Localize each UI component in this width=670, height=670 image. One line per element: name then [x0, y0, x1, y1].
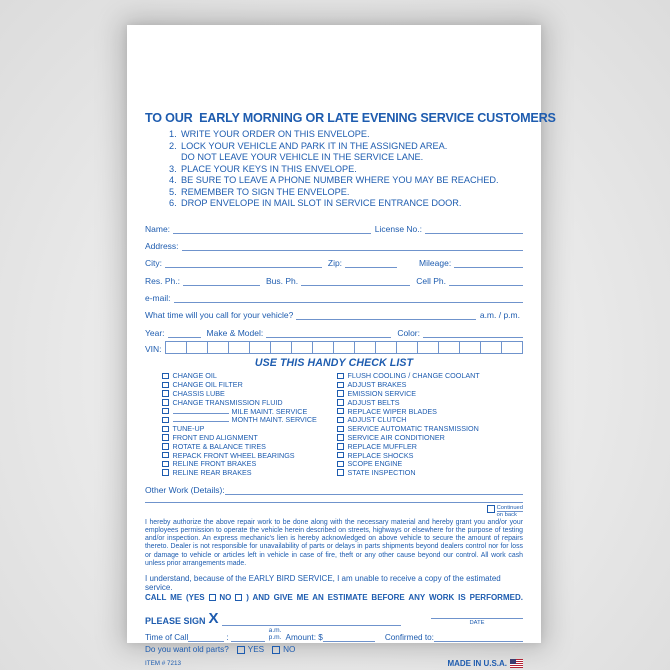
instruction-item	[169, 164, 523, 176]
continued-label-line2: on back	[496, 512, 517, 519]
checklist-checkbox[interactable]	[162, 399, 169, 406]
confirmed-input-line[interactable]	[434, 632, 523, 642]
checklist-item	[337, 389, 523, 398]
vin-cell[interactable]	[439, 342, 460, 353]
vin-cell[interactable]	[418, 342, 439, 353]
service-checklist	[145, 372, 523, 478]
checklist-item	[337, 468, 523, 477]
continued-on-back	[145, 505, 523, 519]
checklist-item	[337, 433, 523, 442]
call-time-label: What time will you call for your vehicle?	[145, 310, 294, 321]
call-me-line	[145, 593, 523, 603]
instruction-number: 2.	[169, 140, 177, 151]
vin-cell[interactable]	[481, 342, 502, 353]
checklist-item	[337, 424, 523, 433]
name-label: Name:	[145, 223, 171, 234]
call-me-yes-checkbox[interactable]	[209, 594, 216, 601]
checklist-item	[337, 442, 523, 451]
old-parts-question: Do you want old parts?	[145, 645, 229, 655]
other-work-label: Other Work (Details):	[145, 485, 225, 496]
old-parts-yes-label: YES	[247, 645, 265, 655]
form-footer	[145, 659, 523, 668]
make-model-label: Make & Model:	[206, 327, 264, 338]
vin-cell[interactable]	[334, 342, 355, 353]
checklist-checkbox[interactable]	[162, 452, 169, 459]
time-of-call-row	[145, 627, 523, 642]
checklist-checkbox[interactable]	[162, 408, 169, 415]
address-row	[145, 234, 523, 251]
checklist-label: RELINE REAR BRAKES	[172, 468, 252, 478]
checklist-checkbox[interactable]	[337, 443, 344, 450]
instruction-number: 5.	[169, 186, 177, 197]
checklist-label: TUNE-UP	[172, 424, 205, 434]
signature-x-mark: X	[208, 609, 219, 627]
other-work-row	[145, 480, 523, 495]
old-parts-yes-checkbox[interactable]	[237, 646, 245, 654]
city-input-line[interactable]	[165, 258, 322, 268]
other-work-input-line[interactable]	[225, 485, 523, 495]
signature-input-line[interactable]	[222, 614, 401, 626]
checklist-checkbox[interactable]	[337, 452, 344, 459]
vin-cell[interactable]	[292, 342, 313, 353]
time-of-call-label: Time of Call	[145, 632, 189, 642]
checklist-item	[162, 468, 334, 477]
checklist-label: CHASSIS LUBE	[172, 389, 225, 399]
checklist-blank-line[interactable]	[173, 417, 229, 422]
checklist-checkbox[interactable]	[162, 373, 169, 380]
instruction-number: 6.	[169, 198, 177, 208]
call-me-no-checkbox[interactable]	[235, 594, 242, 601]
checklist-label: MILE MAINT. SERVICE	[231, 406, 308, 416]
instruction-number	[169, 152, 181, 164]
old-parts-row	[145, 644, 523, 656]
call-time-input-line[interactable]	[296, 310, 476, 320]
zip-label: Zip:	[327, 258, 343, 269]
authorization-text: I hereby authorize the above repair work to be done along with the necessary material and hereby grant you and/or your employees permission to operate the vehicle herein described on streets, highways or elsewhere for the purpose of testing and/or inspection. An express mechanic's lien is hereby acknowledged on above vehicle to secure the amount of repairs thereto. Dealer is not responsible for unavailability of parts or delays in parts shipments beyond dealers control nor for loss or damage to vehicle or articles left in vehicle in case of fire, theft or any other cause beyond our control. All work cash unless prior arrangements made.	[145, 519, 523, 567]
amount-label: Amount: $	[285, 632, 323, 642]
checklist-label: STATE INSPECTION	[347, 468, 416, 478]
checklist-item	[162, 451, 334, 460]
date-label: DATE	[469, 619, 485, 626]
old-parts-no-label: NO	[283, 645, 296, 655]
instruction-item	[169, 175, 523, 187]
name-input-line[interactable]	[173, 224, 371, 234]
checklist-checkbox[interactable]	[337, 461, 344, 468]
checklist-checkbox[interactable]	[162, 390, 169, 397]
checklist-checkbox[interactable]	[162, 382, 169, 389]
checklist-right-column	[334, 372, 523, 478]
checklist-checkbox[interactable]	[337, 417, 344, 424]
us-flag-icon	[510, 659, 523, 668]
made-in-usa-label: MADE IN U.S.A.	[447, 658, 507, 668]
checklist-checkbox[interactable]	[337, 434, 344, 441]
checklist-checkbox[interactable]	[337, 469, 344, 476]
checklist-label: EMISSION SERVICE	[347, 389, 417, 399]
vin-cell[interactable]	[376, 342, 397, 353]
checklist-item	[162, 389, 334, 398]
checklist-blank-line[interactable]	[173, 409, 229, 414]
cell-ph-input-line[interactable]	[449, 276, 523, 286]
checklist-item	[162, 372, 334, 381]
checklist-label: REPLACE MUFFLER	[347, 441, 417, 451]
checklist-left-column	[145, 372, 334, 478]
checklist-label: REPLACE SHOCKS	[347, 450, 414, 460]
address-input-line[interactable]	[182, 241, 523, 251]
checklist-checkbox[interactable]	[337, 390, 344, 397]
ampm-label: a.m. / p.m.	[479, 310, 520, 321]
vehicle-row	[145, 320, 523, 337]
vin-cell[interactable]	[502, 342, 522, 353]
vin-label: VIN:	[145, 343, 162, 354]
vin-cell[interactable]	[187, 342, 208, 353]
city-label: City:	[145, 258, 162, 269]
checklist-item	[337, 416, 523, 425]
instruction-number: 1.	[169, 129, 177, 139]
checklist-label: REPLACE WIPER BLADES	[347, 406, 437, 416]
checklist-label: FLUSH COOLING / CHANGE COOLANT	[347, 371, 480, 381]
mileage-label: Mileage:	[419, 258, 452, 269]
bus-ph-input-line[interactable]	[301, 276, 410, 286]
instruction-item	[169, 198, 523, 210]
checklist-item	[162, 380, 334, 389]
checklist-label: CHANGE OIL FILTER	[172, 380, 243, 390]
checklist-item	[162, 424, 334, 433]
call-me-post: ) AND GIVE ME AN ESTIMATE BEFORE ANY WORK IS PERFORMED.	[246, 592, 523, 602]
color-input-line[interactable]	[423, 328, 523, 338]
checklist-item	[337, 380, 523, 389]
vin-input-boxes[interactable]	[165, 341, 523, 354]
email-row	[145, 286, 523, 303]
checklist-item	[337, 398, 523, 407]
form-title: TO OUR EARLY MORNING OR LATE EVENING SERVICE CUSTOMERS	[145, 111, 556, 125]
license-label: License No.:	[374, 223, 422, 234]
time-minute-input-line[interactable]	[231, 632, 265, 642]
call-me-pre: CALL ME (YES	[145, 592, 205, 602]
email-input-line[interactable]	[174, 293, 523, 303]
name-row	[145, 217, 523, 234]
checklist-item	[162, 407, 334, 416]
instruction-text: LOCK YOUR VEHICLE AND PARK IT IN THE ASSIGNED AREA.	[181, 140, 448, 151]
checklist-label: REPACK FRONT WHEEL BEARINGS	[172, 450, 295, 460]
cell-ph-label: Cell Ph.	[416, 275, 446, 286]
vin-cell[interactable]	[208, 342, 229, 353]
mileage-input-line[interactable]	[454, 258, 523, 268]
checklist-label: ADJUST BELTS	[347, 397, 400, 407]
instruction-text: PLACE YOUR KEYS IN THIS ENVELOPE.	[181, 163, 357, 174]
service-envelope-form	[127, 25, 556, 668]
zip-input-line[interactable]	[345, 258, 397, 268]
instruction-number: 3.	[169, 163, 177, 174]
instruction-item	[169, 187, 523, 199]
checklist-label: MONTH MAINT. SERVICE	[231, 415, 317, 425]
am-label: a.m.	[268, 627, 282, 635]
checklist-checkbox[interactable]	[337, 373, 344, 380]
bus-ph-label: Bus. Ph.	[265, 275, 299, 286]
checklist-label: SERVICE AIR CONDITIONER	[347, 433, 445, 443]
checklist-checkbox[interactable]	[162, 461, 169, 468]
vin-cell[interactable]	[271, 342, 292, 353]
time-hour-input-line[interactable]	[188, 632, 224, 642]
checklist-label: RELINE FRONT BRAKES	[172, 459, 257, 469]
res-ph-label: Res. Ph.:	[145, 275, 180, 286]
confirmed-label: Confirmed to:	[384, 632, 434, 642]
item-number: ITEM # 7213	[145, 659, 182, 667]
city-row	[145, 251, 523, 268]
instruction-list	[169, 129, 523, 210]
address-label: Address:	[145, 241, 179, 252]
continued-label-line1: Continued	[496, 505, 523, 512]
checklist-checkbox[interactable]	[162, 417, 169, 424]
please-sign-label: PLEASE SIGN	[145, 615, 206, 626]
estimate-notice: I understand, because of the EARLY BIRD SERVICE, I am unable to receive a copy of the estimated service.	[145, 573, 501, 593]
continued-checkbox[interactable]	[487, 505, 495, 513]
phones-row	[145, 268, 523, 285]
checklist-item	[162, 442, 334, 451]
vin-cell[interactable]	[166, 342, 187, 353]
checklist-item	[337, 372, 523, 381]
year-input-line[interactable]	[168, 328, 201, 338]
res-ph-input-line[interactable]	[183, 276, 260, 286]
checklist-checkbox[interactable]	[162, 426, 169, 433]
checklist-label: ADJUST BRAKES	[347, 380, 407, 390]
customer-fields	[145, 217, 523, 354]
vin-cell[interactable]	[460, 342, 481, 353]
checklist-item	[337, 407, 523, 416]
instruction-text: BE SURE TO LEAVE A PHONE NUMBER WHERE YOU MAY BE REACHED.	[181, 175, 499, 185]
instruction-text: REMEMBER TO SIGN THE ENVELOPE.	[181, 186, 350, 197]
vin-cell[interactable]	[397, 342, 418, 353]
checklist-checkbox[interactable]	[337, 399, 344, 406]
checklist-label: SCOPE ENGINE	[347, 459, 403, 469]
instruction-text: DO NOT LEAVE YOUR VEHICLE IN THE SERVICE LANE.	[181, 152, 424, 162]
old-parts-no-checkbox[interactable]	[272, 646, 280, 654]
amount-input-line[interactable]	[323, 632, 375, 642]
checklist-item	[337, 451, 523, 460]
instruction-item	[169, 129, 523, 141]
other-work-input-line-2[interactable]	[145, 495, 523, 503]
call-me-no-label: NO	[219, 592, 232, 602]
date-input-line[interactable]	[431, 607, 523, 619]
vin-row	[145, 338, 523, 354]
checklist-heading: USE THIS HANDY CHECK LIST	[254, 356, 414, 369]
instruction-text: WRITE YOUR ORDER ON THIS ENVELOPE.	[181, 129, 370, 139]
license-input-line[interactable]	[425, 224, 523, 234]
vin-cell[interactable]	[355, 342, 376, 353]
pm-label: p.m.	[268, 633, 282, 641]
checklist-item	[162, 416, 334, 425]
signature-row	[145, 607, 523, 626]
checklist-item	[162, 433, 334, 442]
checklist-checkbox[interactable]	[162, 443, 169, 450]
instruction-text: DROP ENVELOPE IN MAIL SLOT IN SERVICE ENTRANCE DOOR.	[181, 198, 462, 208]
instruction-number: 4.	[169, 175, 177, 185]
instruction-item	[169, 141, 523, 153]
checklist-item	[162, 398, 334, 407]
checklist-label: SERVICE AUTOMATIC TRANSMISSION	[347, 424, 479, 434]
checklist-checkbox[interactable]	[162, 434, 169, 441]
checklist-label: ROTATE & BALANCE TIRES	[172, 441, 266, 451]
vin-cell[interactable]	[313, 342, 334, 353]
year-label: Year:	[145, 327, 165, 338]
checklist-checkbox[interactable]	[337, 408, 344, 415]
email-label: e-mail:	[145, 292, 171, 303]
checklist-checkbox[interactable]	[337, 382, 344, 389]
time-colon: :	[226, 632, 229, 642]
color-label: Color:	[397, 327, 420, 338]
checklist-label: ADJUST CLUTCH	[347, 415, 407, 425]
vin-cell[interactable]	[250, 342, 271, 353]
make-model-input-line[interactable]	[266, 328, 391, 338]
checklist-checkbox[interactable]	[337, 426, 344, 433]
call-time-row	[145, 303, 523, 320]
checklist-item	[162, 460, 334, 469]
checklist-checkbox[interactable]	[162, 469, 169, 476]
instruction-item	[169, 152, 523, 164]
checklist-label: CHANGE OIL	[172, 371, 217, 381]
checklist-label: FRONT END ALIGNMENT	[172, 433, 258, 443]
checklist-label: CHANGE TRANSMISSION FLUID	[172, 397, 283, 407]
checklist-item	[337, 460, 523, 469]
vin-cell[interactable]	[229, 342, 250, 353]
